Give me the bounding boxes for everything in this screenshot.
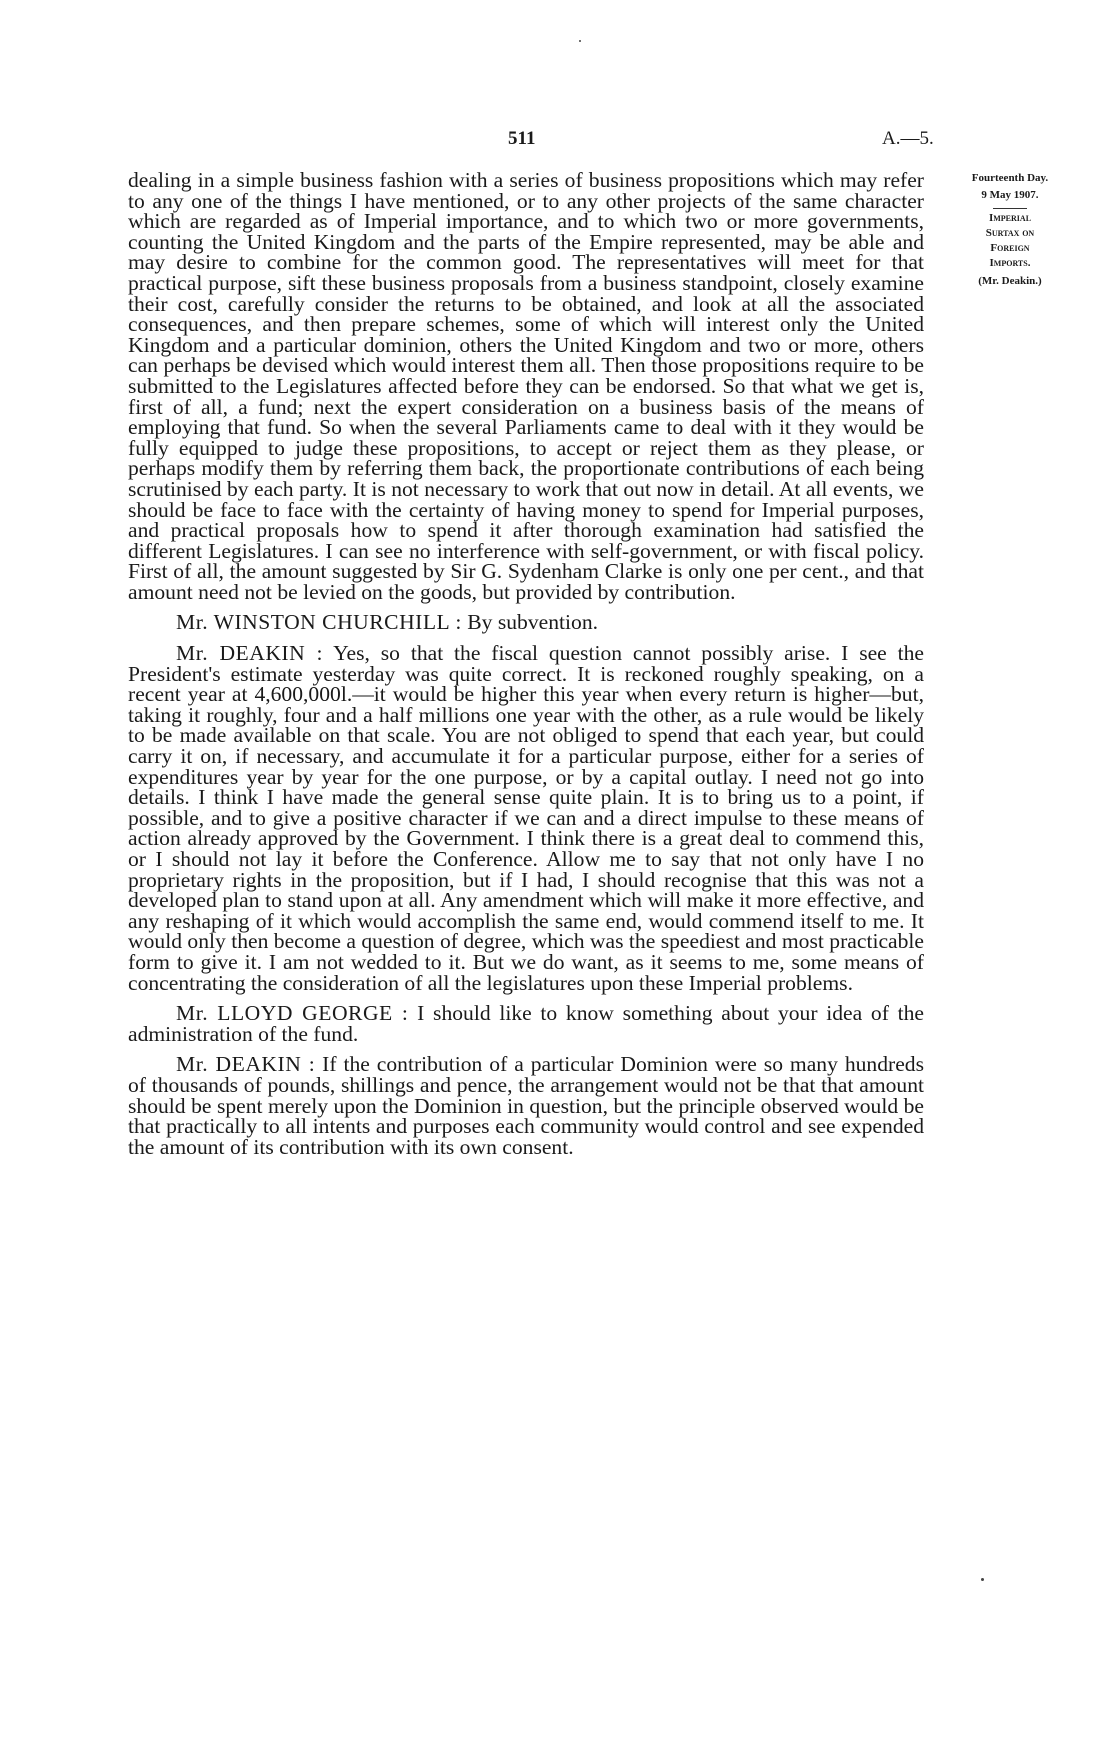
- margin-subject-line: Surtax on: [985, 227, 1035, 239]
- margin-subject-line: Foreign: [990, 242, 1030, 254]
- document-reference: A.—5.: [882, 128, 934, 149]
- speaker-name: Mr. DEAKIN :: [176, 1052, 316, 1077]
- body-text: [128, 170, 924, 1167]
- paragraph-churchill: [128, 612, 924, 633]
- paragraph-continuation: [128, 170, 924, 602]
- paragraph-text: If the contribution of a particular Dominion were so many hundreds of thousands of pounds, shillings and pence, the arrangement would not be that that amount should be spent merely upon the Dominion in question, but the principle observed would be that practically to all intents and purposes each community would control and see expended the amount of its contribution with its own consent.: [128, 1052, 925, 1159]
- paragraph-deakin-1: [128, 643, 924, 993]
- margin-speaker: (Mr. Deakin.): [978, 275, 1042, 287]
- speaker-name: Mr. WINSTON CHURCHILL :: [176, 610, 462, 635]
- paragraph-text: dealing in a simple business fashion with a series of business propositions which may refer to any one of the things I have mentioned, or to any other projects of the same character which are regarded as of Imperial importance, and to which two or more governments, counting the United Kingdom and the parts of the Empire represented, may be able and may desire to combine for the common good. The representatives will meet for that practical purpose, sift these business proposals from a business standpoint, closely examine their cost, carefully consider the returns to be obtained, and look at all the associated consequences, and then prepare schemes, some of which will interest only the United Kingdom and a particular dominion, others the United Kingdom and two or more, others can perhaps be devised which would interest them all. Then those propositions require to be submitted to the Legislatures affected before they can be endorsed. So that what we get is, first of all, a fund; next the expert consideration on a business basis of the means of employing that fund. So when the several Parliaments came to deal with it they would be fully equipped to judge these propositions, to accept or reject them as they please, or perhaps modify them by referring them back, the proportionate contributions of each being scrutinised by each party. It is not necessary to work that out now in detail. At all events, we should be face to face with the certainty of having money to spend for Imperial purposes, and practical proposals how to spend it after thorough examination had satisfied the different Legislatures. I can see no interference with self-government, or with fiscal policy. First of all, the amount suggested by Sir G. Sydenham Clarke is only one per cent., and that amount need not be levied on the goods, but provided by contribution.: [128, 168, 924, 604]
- paragraph-deakin-2: [128, 1054, 924, 1157]
- paragraph-text: Yes, so that the fiscal question cannot possibly arise. I see the President's estimate yesterday was quite correct. It is reckoned roughly speaking, on a recent year at 4,600,000l.—it would be higher this year when every return is higher—but, taking it roughly, four and a half millions one year with the other, as a rule would be likely to be made available on that scale. You are not obliged to spend that each year, but could carry it on, if necessary, and accumulate it for a particular purpose, either for a series of expenditures year by year for the one purpose, or by a capital outlay. I need not go into details. I think I have made the general sense quite plain. It is to bring us to a point, if possible, and to give a positive character if we can and a direct impulse to these means of action already approved by the Government. I think there is a great deal to commend this, or I should not lay it before the Conference. Allow me to say that not only have I no proprietary rights in the proposition, but if I had, I should recognise that this was not a developed plan to stand upon at all. Any amendment which will make it more effective, and any reshaping of it which would accomplish the same end, would commend itself to me. It would only then become a question of degree, which was the speediest and most practicable form to give it. I am not wedded to it. But we do want, as it seems to me, some means of concentrating the consideration of all the legislatures upon these Imperial problems.: [128, 641, 924, 995]
- paragraph-text: By subvention.: [467, 610, 599, 635]
- paragraph-text: I should like to know something about your idea of the administration of the fund.: [128, 1001, 924, 1046]
- speaker-name: Mr. DEAKIN :: [176, 641, 324, 666]
- margin-note: [945, 170, 1075, 290]
- speaker-name: Mr. LLOYD GEORGE :: [176, 1001, 409, 1026]
- paragraph-lloyd-george: [128, 1003, 924, 1044]
- page-number: 511: [508, 128, 536, 149]
- margin-day: Fourteenth Day.: [971, 172, 1049, 184]
- scan-speck: [579, 40, 581, 42]
- margin-date: 9 May 1907.: [981, 189, 1039, 201]
- margin-subject-line: Imperial: [988, 212, 1032, 224]
- margin-divider: [993, 208, 1027, 209]
- margin-subject-line: Imports.: [989, 257, 1031, 269]
- scan-speck: [981, 1578, 984, 1581]
